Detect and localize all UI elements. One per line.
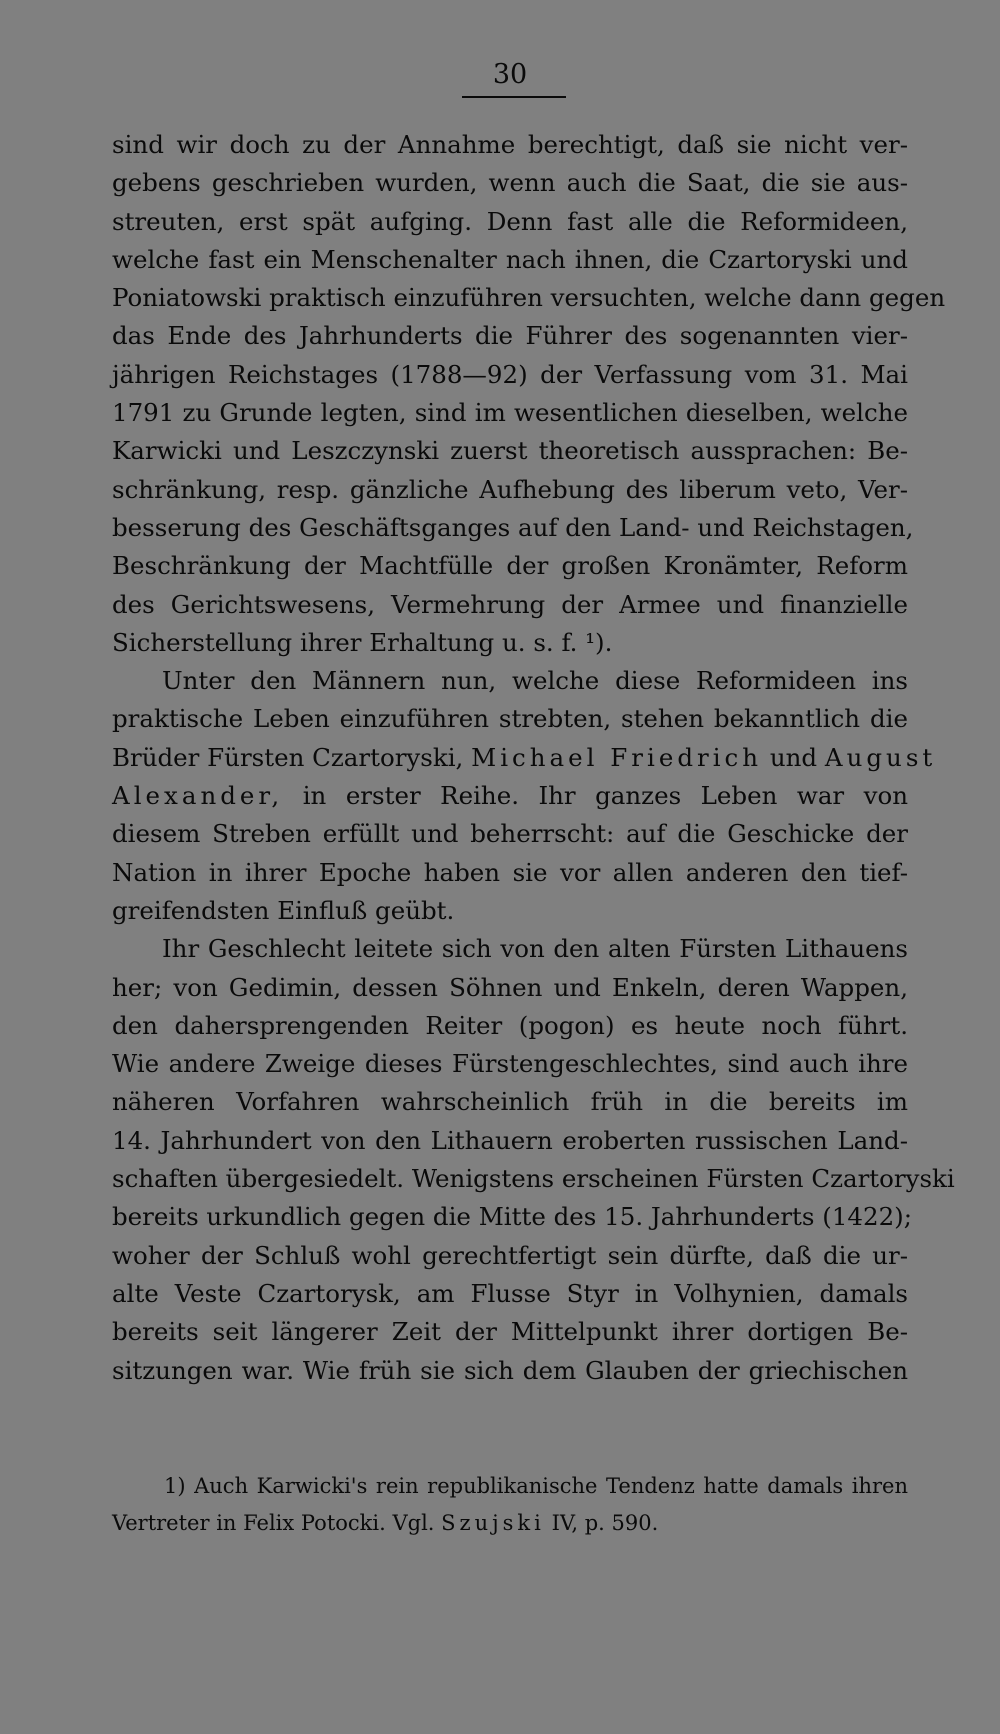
text-line: 14. Jahrhundert von den Lithauern eroberten russischen Land- xyxy=(112,1125,908,1155)
text-segment: Brüder Fürsten Czartoryski, xyxy=(112,742,464,772)
text-line: Ihr Geschlecht leitete sich von den alten Fürsten Lithauens xyxy=(162,934,908,964)
text-line: greifendsten Einfluß geübt. xyxy=(112,895,455,925)
text-line: Sicherstellung ihrer Erhaltung u. s. f. ¹). xyxy=(112,627,613,657)
text-line: den dahersprengenden Reiter (pogon) es heute noch führt. xyxy=(112,1010,908,1040)
text-line: diesem Streben erfüllt und beherrscht: auf die Geschicke der xyxy=(112,819,908,849)
text-line: schränkung, resp. gänzliche Aufhebung des liberum veto, Ver- xyxy=(112,474,908,504)
text-line: Unter den Männern nun, welche diese Reformideen ins xyxy=(162,666,908,696)
page-number: 30 xyxy=(492,59,528,90)
text-line: Wie andere Zweige dieses Fürstengeschlechtes, sind auch ihre xyxy=(112,1049,908,1079)
text-segment: Vertreter in Felix Potocki. Vgl. xyxy=(112,1511,435,1535)
spaced-name: Alexander, xyxy=(112,781,284,811)
text-line: das Ende des Jahrhunderts die Führer des sogenannten vier- xyxy=(112,321,908,351)
text-line: Karwicki und Leszczynski zuerst theoretisch aussprachen: Be- xyxy=(112,436,908,466)
text-line xyxy=(112,777,908,815)
text-line: gebens geschrieben wurden, wenn auch die Saat, die sie aus- xyxy=(112,168,908,198)
text-line: praktische Leben einzuführen strebten, stehen bekanntlich die xyxy=(112,704,908,734)
text-line xyxy=(112,739,937,777)
footnotes xyxy=(112,1468,908,1542)
text-line: jährigen Reichstages (1788—92) der Verfassung vom 31. Mai xyxy=(112,359,908,389)
text-line: näheren Vorfahren wahrscheinlich früh in die bereits im xyxy=(112,1087,908,1117)
text-line: Nation in ihrer Epoche haben sie vor allen anderen den tief- xyxy=(112,857,908,887)
text-line: bereits seit längerer Zeit der Mittelpunkt ihrer dortigen Be- xyxy=(112,1317,908,1347)
text-line: des Gerichtswesens, Vermehrung der Armee und finanzielle xyxy=(112,589,908,619)
spaced-name: Michael Friedrich xyxy=(471,742,763,772)
page-number-rule xyxy=(462,96,566,98)
spaced-name: Szujski xyxy=(441,1511,545,1535)
text-line: Poniatowski praktisch einzuführen versuchten, welche dann gegen xyxy=(112,283,946,313)
text-segment: IV, p. 590. xyxy=(551,1511,659,1535)
text-line: woher der Schluß wohl gerechtfertigt sein dürfte, daß die ur- xyxy=(112,1240,908,1270)
text-line: schaften übergesiedelt. Wenigstens erscheinen Fürsten Czartoryski xyxy=(112,1164,955,1194)
text-line: her; von Gedimin, dessen Söhnen und Enkeln, deren Wappen, xyxy=(112,972,908,1002)
text-segment: in erster Reihe. Ihr ganzes Leben war von xyxy=(302,781,908,811)
text-segment: und xyxy=(769,742,818,772)
footnote-line: 1) Auch Karwicki's rein republikanische Tendenz hatte damals ihren xyxy=(164,1474,908,1498)
text-line: alte Veste Czartorysk, am Flusse Styr in Volhynien, damals xyxy=(112,1278,908,1308)
text-line: 1791 zu Grunde legten, sind im wesentlichen dieselben, welche xyxy=(112,398,908,428)
body-text xyxy=(112,126,955,1390)
text-line: besserung des Geschäftsganges auf den Land- und Reichstagen, xyxy=(112,512,914,542)
spaced-name: August xyxy=(824,742,937,772)
text-line: streuten, erst spät aufging. Denn fast alle die Reformideen, xyxy=(112,206,908,236)
footnote-line xyxy=(112,1505,908,1542)
text-line: bereits urkundlich gegen die Mitte des 15. Jahrhunderts (1422); xyxy=(112,1202,912,1232)
text-line: welche fast ein Menschenalter nach ihnen, die Czartoryski und xyxy=(112,244,908,274)
text-line: sitzungen war. Wie früh sie sich dem Glauben der griechischen xyxy=(112,1355,908,1385)
text-line: sind wir doch zu der Annahme berechtigt, daß sie nicht ver- xyxy=(112,130,908,159)
text-line: Beschränkung der Machtfülle der großen Kronämter, Reform xyxy=(112,551,908,581)
